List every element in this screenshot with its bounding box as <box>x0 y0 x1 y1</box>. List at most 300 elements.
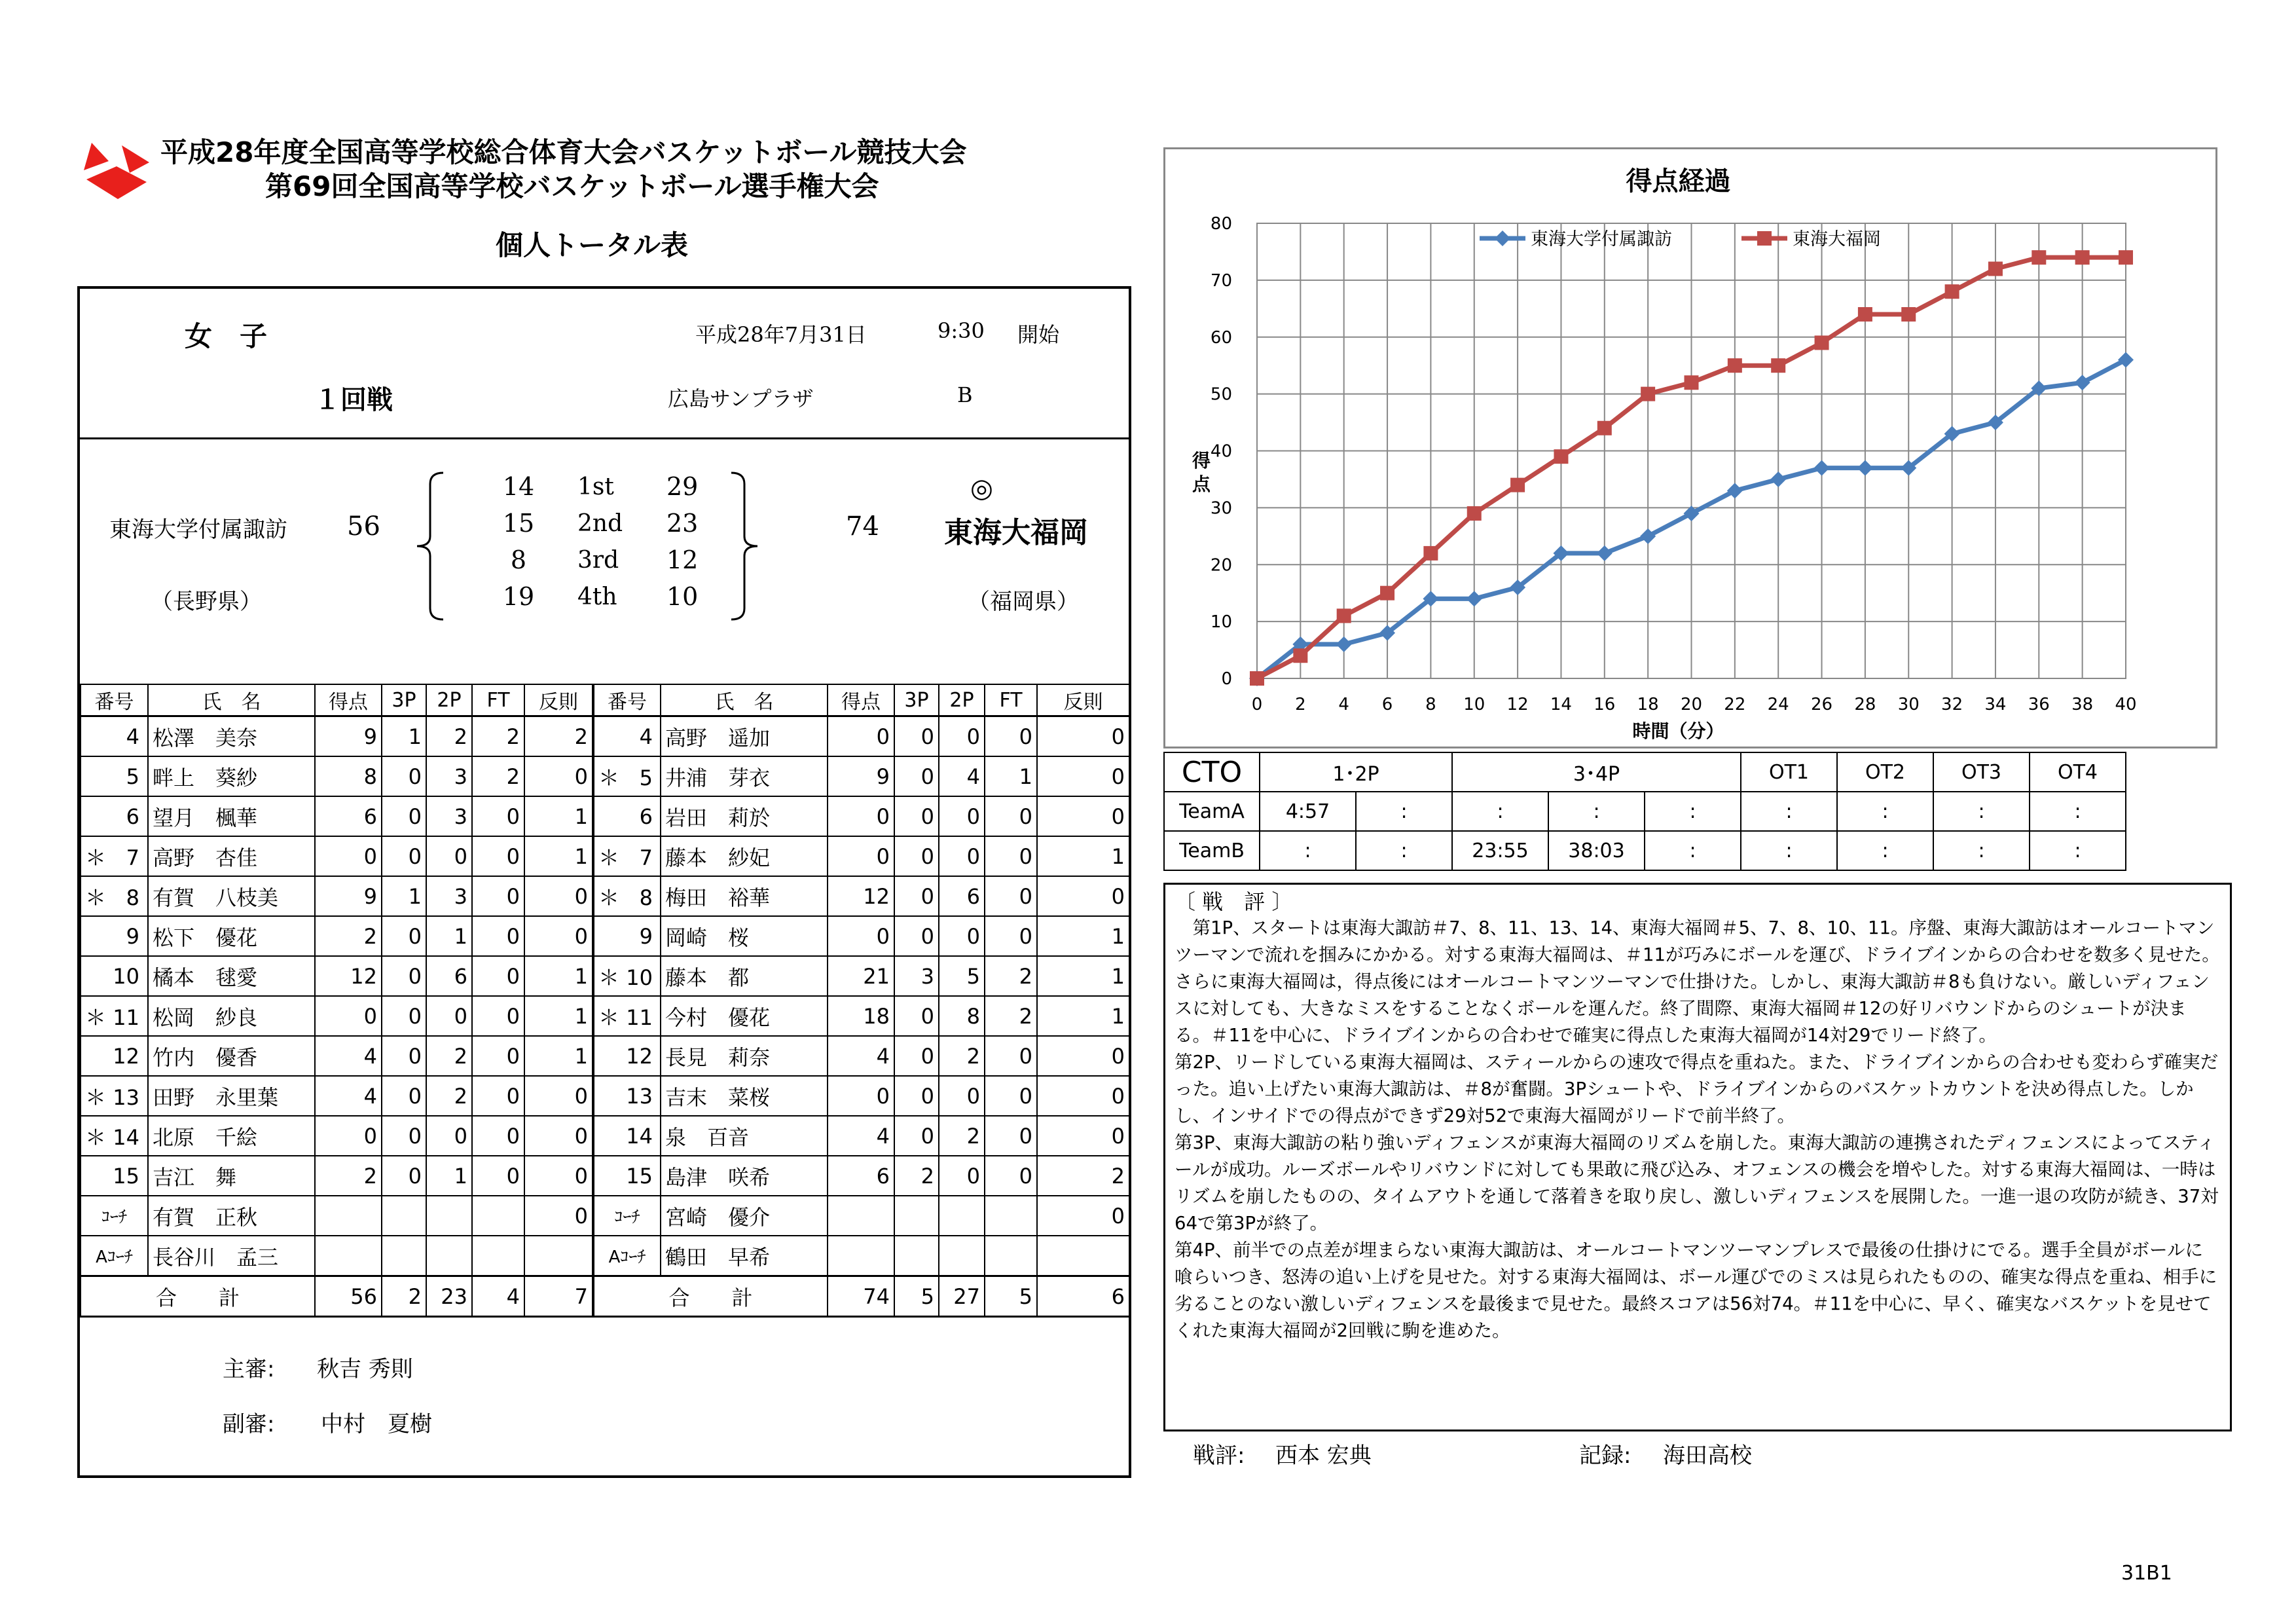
cto-cell: : <box>1260 831 1356 870</box>
fouls: 0 <box>1037 1116 1129 1156</box>
team-b-total: 74 <box>846 511 879 542</box>
player-name: 藤本 紗妃 <box>661 836 828 876</box>
game-commentary <box>1163 883 2232 1431</box>
starter-mark: ＊ <box>598 885 620 910</box>
cto-header: 3･4P <box>1452 752 1741 792</box>
points: 9 <box>315 876 382 916</box>
points: 2 <box>315 916 382 956</box>
two-pointers: 1 <box>426 916 472 956</box>
cto-cell: : <box>1548 792 1645 831</box>
empty-cell <box>939 1236 985 1276</box>
fouls: 0 <box>524 1116 593 1156</box>
empty-cell <box>828 1196 894 1236</box>
cto-team-a-label: TeamA <box>1164 792 1260 831</box>
free-throws: 0 <box>985 1156 1037 1196</box>
player-name: 梅田 裕華 <box>661 876 828 916</box>
column-header: 番号 <box>593 684 661 716</box>
data-point <box>2075 375 2090 390</box>
table-row <box>81 876 1129 916</box>
data-point <box>2118 352 2134 368</box>
fouls: 0 <box>1037 716 1129 757</box>
two-pointers: 2 <box>426 716 472 757</box>
round-label: １回戦 <box>314 385 393 415</box>
player-number <box>593 1116 661 1156</box>
player-number <box>81 836 148 876</box>
free-throws: 2 <box>985 996 1037 1036</box>
two-pointers: 0 <box>426 1116 472 1156</box>
data-point <box>1597 545 1613 561</box>
cto-label: CTO <box>1164 752 1260 792</box>
fouls: 1 <box>524 996 593 1036</box>
player-name: 今村 優花 <box>661 996 828 1036</box>
data-point <box>1815 335 1829 350</box>
two-pointers: 0 <box>939 716 985 757</box>
empty-cell <box>426 1196 472 1236</box>
y-tick-label: 20 <box>1210 555 1232 576</box>
column-header: FT <box>472 684 524 716</box>
fouls: 0 <box>524 1076 593 1116</box>
quarter-score-a: 8 <box>510 545 527 574</box>
total-three-pointers: 5 <box>894 1276 939 1317</box>
data-point <box>1988 262 2003 276</box>
winner-mark: ◎ <box>970 473 993 504</box>
free-throws: 0 <box>985 1116 1037 1156</box>
jersey-number: 15 <box>626 1163 653 1189</box>
cto-cell: : <box>1837 831 1933 870</box>
three-pointers: 2 <box>894 1156 939 1196</box>
free-throws: 0 <box>472 956 524 996</box>
free-throws: 1 <box>985 756 1037 796</box>
total-two-pointers: 23 <box>426 1276 472 1317</box>
total-three-pointers: 2 <box>382 1276 426 1317</box>
free-throws: 2 <box>985 956 1037 996</box>
data-point <box>1858 307 1872 322</box>
points: 4 <box>315 1076 382 1116</box>
player-name: 泉 百音 <box>661 1116 828 1156</box>
x-tick-label: 6 <box>1381 695 1393 714</box>
court: B <box>957 382 973 407</box>
fouls: 0 <box>524 876 593 916</box>
player-number <box>593 1036 661 1076</box>
quarter-score-b: 29 <box>666 472 699 501</box>
points: 6 <box>315 796 382 836</box>
table-row <box>81 1116 1129 1156</box>
player-name: 岩田 莉於 <box>661 796 828 836</box>
player-number <box>81 716 148 757</box>
points: 9 <box>315 716 382 757</box>
x-tick-label: 10 <box>1463 695 1485 714</box>
team-a-total: 56 <box>347 511 380 542</box>
data-point <box>1727 483 1743 498</box>
points: 0 <box>828 716 894 757</box>
fouls: 0 <box>1037 876 1129 916</box>
cto-cell: : <box>1741 792 1837 831</box>
free-throws: 0 <box>472 876 524 916</box>
jersey-number: 13 <box>113 1084 139 1110</box>
game-date: 平成28年7月31日 <box>695 322 867 347</box>
recorder-name: 海田高校 <box>1663 1443 1752 1469</box>
starter-mark: ＊ <box>598 845 620 870</box>
referee-label: 主審: <box>223 1356 275 1382</box>
x-tick-label: 8 <box>1425 695 1436 714</box>
data-point <box>1467 506 1482 521</box>
total-two-pointers: 27 <box>939 1276 985 1317</box>
y-tick-label: 0 <box>1221 669 1232 689</box>
data-point <box>1771 358 1785 373</box>
x-tick-label: 14 <box>1550 695 1572 714</box>
table-header-row <box>81 684 1129 716</box>
player-number <box>593 716 661 757</box>
free-throws: 0 <box>985 1036 1037 1076</box>
table-row <box>81 996 1129 1036</box>
column-header: 3P <box>382 684 426 716</box>
jersey-number: 4 <box>639 724 653 749</box>
column-header: 反則 <box>524 684 593 716</box>
free-throws: 0 <box>985 916 1037 956</box>
column-header: 3P <box>894 684 939 716</box>
empty-cell <box>985 1196 1037 1236</box>
x-tick-label: 16 <box>1594 695 1616 714</box>
points: 12 <box>828 876 894 916</box>
document-code: 31B1 <box>2121 1562 2172 1585</box>
three-pointers: 0 <box>382 1036 426 1076</box>
player-number <box>593 796 661 836</box>
quarter-label: 3rd <box>577 547 619 574</box>
three-pointers: 1 <box>382 716 426 757</box>
x-tick-label: 0 <box>1251 695 1263 714</box>
player-number <box>81 996 148 1036</box>
cto-cell: : <box>1356 792 1452 831</box>
empty-cell <box>985 1236 1037 1276</box>
player-number <box>593 1076 661 1116</box>
starter-mark: ＊ <box>598 965 620 990</box>
free-throws: 2 <box>472 756 524 796</box>
player-number <box>81 916 148 956</box>
data-point <box>1337 608 1351 623</box>
data-point <box>1293 648 1307 663</box>
player-number <box>81 876 148 916</box>
three-pointers: 0 <box>894 876 939 916</box>
starter-mark: ＊ <box>85 1124 107 1150</box>
total-points: 56 <box>315 1276 382 1317</box>
points: 6 <box>828 1156 894 1196</box>
points: 0 <box>315 1116 382 1156</box>
team-a-prefecture: （長野県） <box>151 589 262 615</box>
player-number <box>593 996 661 1036</box>
player-name: 望月 楓華 <box>148 796 315 836</box>
column-header: 氏 名 <box>661 684 828 716</box>
x-tick-label: 22 <box>1724 695 1746 714</box>
cto-cell: : <box>1645 831 1741 870</box>
jersey-number: 11 <box>626 1005 653 1030</box>
two-pointers: 3 <box>426 796 472 836</box>
empty-cell <box>939 1196 985 1236</box>
total-fouls: 7 <box>524 1276 593 1317</box>
right-bracket <box>728 471 761 621</box>
x-tick-label: 20 <box>1680 695 1703 714</box>
quarter-label: 1st <box>577 473 614 500</box>
player-name: 北原 千絵 <box>148 1116 315 1156</box>
totals-row <box>81 1276 1129 1317</box>
player-name: 高野 杏佳 <box>148 836 315 876</box>
legend-label: 東海大福岡 <box>1793 229 1881 249</box>
two-pointers: 8 <box>939 996 985 1036</box>
commentary-paragraph: 第1P、スタートは東海大諏訪＃7、8、11、13、14、東海大福岡＃5、7、8、10、11。序盤、東海大諏訪はオールコートマンツーマンで流れを掴みにかかる。対する東海大福岡は、＃11が巧みにボールを運び、ドライブインからの合わせを数多く見せた。さらに東海大福岡は，得点後にはオールコートマンツーマンで仕掛けた。しかし、東海大諏訪＃8も負けない。厳しいディフェンスに対しても、大きなミスをすることなくボールを運んだ。終了間際、東海大福岡＃12の好リバウンドからのシュートが決まる。＃11を中心に、ドライブインからの合わせで確実に得点した東海大福岡が14対29でリード終了。 <box>1175 917 2220 1046</box>
three-pointers: 0 <box>894 1036 939 1076</box>
jersey-number: 8 <box>126 885 139 910</box>
two-pointers: 2 <box>939 1036 985 1076</box>
x-tick-label: 4 <box>1338 695 1349 714</box>
chart-canvas <box>1165 149 2215 747</box>
y-tick-label: 60 <box>1210 327 1232 348</box>
data-point <box>1685 375 1699 390</box>
commentary-paragraph: 第3P、東海大諏訪の粘り強いディフェンスが東海大福岡のリズムを崩した。東海大諏訪の連携されたディフェンスによってスティールが成功。ルーズボールやリバウンドに対しても果敢に飛び込み、オフェンスの機会を増やした。対する東海大福岡は、一時はリズムを崩したものの、タイムアウトを通して落着きを取り戻し、激しいディフェンスを展開した。一進一退の攻防が続き、37対64で第3Pが終了。 <box>1175 1132 2219 1234</box>
data-point <box>1467 591 1482 606</box>
three-pointers: 0 <box>382 1076 426 1116</box>
legend-label: 東海大学付属諏訪 <box>1531 229 1672 249</box>
x-tick-label: 2 <box>1295 695 1306 714</box>
cto-cell: : <box>1741 831 1837 870</box>
empty-cell <box>1037 1236 1129 1276</box>
jersey-number: 11 <box>113 1005 139 1030</box>
free-throws: 0 <box>985 716 1037 757</box>
data-point <box>1423 546 1438 561</box>
empty-cell <box>894 1236 939 1276</box>
two-pointers: 0 <box>939 796 985 836</box>
starter-mark: ＊ <box>85 1005 107 1030</box>
x-tick-label: 40 <box>2115 695 2137 714</box>
fouls: 0 <box>524 756 593 796</box>
jersey-number: 7 <box>126 845 139 870</box>
two-pointers: 0 <box>939 916 985 956</box>
category-label: 女 子 <box>185 320 268 352</box>
free-throws: 0 <box>985 796 1037 836</box>
assistant-coach-name: 長谷川 孟三 <box>148 1236 315 1276</box>
free-throws: 0 <box>985 876 1037 916</box>
coach-label: ｺｰﾁ <box>593 1196 661 1236</box>
fouls: 1 <box>1037 996 1129 1036</box>
player-name: 高野 遥加 <box>661 716 828 757</box>
free-throws: 0 <box>472 1116 524 1156</box>
free-throws: 0 <box>472 1076 524 1116</box>
points: 0 <box>315 996 382 1036</box>
three-pointers: 0 <box>382 1116 426 1156</box>
jersey-number: 14 <box>113 1124 139 1150</box>
y-tick-label: 30 <box>1210 498 1232 519</box>
score-progress-chart <box>1163 147 2217 748</box>
y-tick-label: 80 <box>1210 214 1232 234</box>
starter-mark: ＊ <box>598 765 620 790</box>
empty-cell <box>382 1196 426 1236</box>
page-title-line1: 平成28年度全国高等学校総合体育大会バスケットボール競技大会 <box>160 136 967 168</box>
starter-mark: ＊ <box>85 885 107 910</box>
data-point <box>2032 250 2046 265</box>
data-point <box>1945 284 1959 299</box>
three-pointers: 0 <box>382 996 426 1036</box>
two-pointers: 2 <box>939 1116 985 1156</box>
assistant-coach-label: Aｺｰﾁ <box>81 1236 148 1276</box>
free-throws: 0 <box>472 836 524 876</box>
empty-cell <box>472 1196 524 1236</box>
jersey-number: 9 <box>126 923 139 949</box>
fouls: 1 <box>524 1036 593 1076</box>
three-pointers: 3 <box>894 956 939 996</box>
cto-cell: : <box>1837 792 1933 831</box>
points: 0 <box>828 916 894 956</box>
x-tick-label: 26 <box>1811 695 1833 714</box>
jersey-number: 5 <box>126 764 139 789</box>
table-row <box>81 716 1129 757</box>
quarter-label: 2nd <box>577 510 623 537</box>
table-row <box>81 796 1129 836</box>
coach-name: 宮崎 優介 <box>661 1196 828 1236</box>
two-pointers: 0 <box>939 1156 985 1196</box>
table-row <box>81 836 1129 876</box>
column-header: 得点 <box>828 684 894 716</box>
x-tick-label: 12 <box>1506 695 1529 714</box>
jersey-number: 4 <box>126 724 139 749</box>
x-tick-label: 38 <box>2071 695 2094 714</box>
x-tick-label: 24 <box>1767 695 1789 714</box>
quarter-score-a: 15 <box>502 509 535 538</box>
jersey-number: 14 <box>626 1123 653 1149</box>
y-axis-label: 得 <box>1192 450 1211 471</box>
two-pointers: 3 <box>426 876 472 916</box>
player-number <box>81 956 148 996</box>
cto-table <box>1163 752 2126 871</box>
player-name: 岡崎 桜 <box>661 916 828 956</box>
data-point <box>1770 471 1786 487</box>
player-name: 吉江 舞 <box>148 1156 315 1196</box>
fouls: 1 <box>524 796 593 836</box>
three-pointers: 0 <box>382 836 426 876</box>
free-throws: 0 <box>985 836 1037 876</box>
assistant-coach-row <box>81 1236 1129 1276</box>
coach-name: 有賀 正秋 <box>148 1196 315 1236</box>
y-tick-label: 40 <box>1210 441 1232 462</box>
jersey-number: 9 <box>639 923 653 949</box>
cto-cell: : <box>1645 792 1741 831</box>
quarter-label: 4th <box>577 583 617 610</box>
player-number <box>593 756 661 796</box>
empty-cell <box>315 1196 382 1236</box>
data-point <box>1640 528 1656 544</box>
jersey-number: 6 <box>126 803 139 829</box>
points: 0 <box>828 836 894 876</box>
empty-cell <box>382 1236 426 1276</box>
data-point <box>1554 449 1568 464</box>
data-point <box>1857 460 1873 476</box>
player-number <box>81 1156 148 1196</box>
player-name: 藤本 都 <box>661 956 828 996</box>
player-number <box>81 1076 148 1116</box>
x-tick-label: 18 <box>1637 695 1659 714</box>
jersey-number: 5 <box>639 765 653 790</box>
data-point <box>2075 250 2090 265</box>
coach-row <box>81 1196 1129 1236</box>
column-header: 2P <box>939 684 985 716</box>
data-point <box>2119 250 2133 265</box>
coach-fouls: 0 <box>524 1196 593 1236</box>
points: 2 <box>315 1156 382 1196</box>
player-number <box>593 916 661 956</box>
data-point <box>1641 387 1655 401</box>
commentary-heading: 〔 戦 評 〕 <box>1175 889 1293 914</box>
fouls: 2 <box>524 716 593 757</box>
player-name: 有賀 八枝美 <box>148 876 315 916</box>
player-number <box>593 836 661 876</box>
player-name: 橘本 毬愛 <box>148 956 315 996</box>
team-b-name: 東海大福岡 <box>944 516 1088 549</box>
two-pointers: 6 <box>426 956 472 996</box>
cto-cell: 23:55 <box>1452 831 1548 870</box>
three-pointers: 0 <box>894 796 939 836</box>
assistant-coach-label: Aｺｰﾁ <box>593 1236 661 1276</box>
column-header: 氏 名 <box>148 684 315 716</box>
cto-team-b-label: TeamB <box>1164 831 1260 870</box>
free-throws: 0 <box>472 916 524 956</box>
score-sheet-panel <box>77 286 1131 1478</box>
table-row <box>81 1156 1129 1196</box>
two-pointers: 5 <box>939 956 985 996</box>
fouls: 0 <box>524 1156 593 1196</box>
data-point <box>1901 307 1916 322</box>
cto-cell: : <box>1933 831 2030 870</box>
data-point <box>1250 671 1264 686</box>
cto-cell: : <box>2030 831 2126 870</box>
total-fouls: 6 <box>1037 1276 1129 1317</box>
legend-marker <box>1757 231 1772 246</box>
fouls: 0 <box>1037 796 1129 836</box>
y-tick-label: 50 <box>1210 384 1232 405</box>
points: 8 <box>315 756 382 796</box>
fouls: 1 <box>1037 836 1129 876</box>
two-pointers: 0 <box>426 996 472 1036</box>
venue: 広島サンプラザ <box>668 386 814 411</box>
fouls: 0 <box>1037 1076 1129 1116</box>
data-point <box>1380 586 1394 600</box>
y-axis-label: 点 <box>1192 473 1211 495</box>
coach-fouls: 0 <box>1037 1196 1129 1236</box>
team-a-name: 東海大学付属諏訪 <box>109 517 287 543</box>
cto-header: OT2 <box>1837 752 1933 792</box>
two-pointers: 3 <box>426 756 472 796</box>
total-label: 合 計 <box>81 1276 315 1317</box>
team-b-prefecture: （福岡県） <box>968 589 1079 615</box>
player-name: 竹内 優香 <box>148 1036 315 1076</box>
three-pointers: 0 <box>382 1156 426 1196</box>
free-throws: 0 <box>472 1036 524 1076</box>
two-pointers: 1 <box>426 1156 472 1196</box>
points: 21 <box>828 956 894 996</box>
player-name: 松岡 紗良 <box>148 996 315 1036</box>
page-subtitle: 個人トータル表 <box>496 229 689 261</box>
free-throws: 0 <box>985 1076 1037 1116</box>
fouls: 1 <box>1037 916 1129 956</box>
fouls: 1 <box>524 836 593 876</box>
points: 4 <box>315 1036 382 1076</box>
starter-mark: ＊ <box>598 1005 620 1030</box>
three-pointers: 0 <box>382 916 426 956</box>
jersey-number: 7 <box>639 845 653 870</box>
player-number <box>593 1156 661 1196</box>
table-row <box>81 956 1129 996</box>
column-header: 得点 <box>315 684 382 716</box>
commentary-paragraph: 第2P、リードしている東海大福岡は、スティールからの速攻で得点を重ねた。また、ドライブインからの合わせも変わらず確実だった。追い上げたい東海大諏訪は、＃8が奮闘。3Pシュートや、ドライブインからのバスケットカウントを決め得点した。しかし、インサイドでの得点ができず29対52で東海大福岡がリードで前半終了。 <box>1175 1052 2219 1126</box>
three-pointers: 0 <box>894 916 939 956</box>
free-throws: 0 <box>472 1156 524 1196</box>
points: 18 <box>828 996 894 1036</box>
